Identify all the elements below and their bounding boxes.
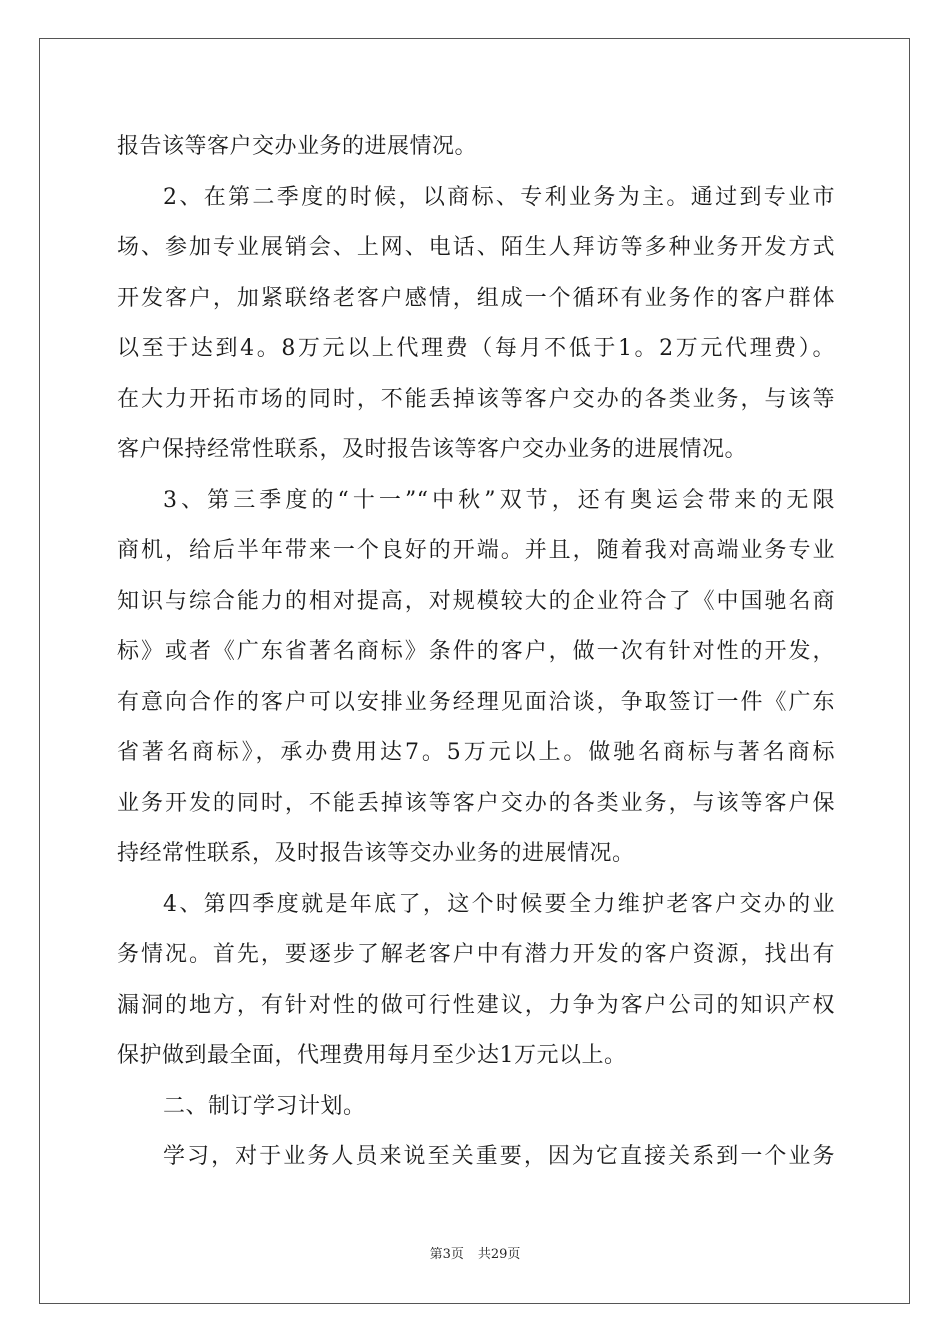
paragraph bbox=[117, 173, 835, 476]
text-line: 务情况。首先，要逐步了解老客户中有潜力开发的客户资源，找出有 bbox=[117, 942, 835, 967]
paragraph bbox=[117, 122, 835, 173]
text-line: 业务开发的同时，不能丢掉该等客户交办的各类业务，与该等客户保 bbox=[117, 790, 835, 816]
page-number: 第3页 bbox=[429, 1247, 464, 1262]
paragraph bbox=[117, 1132, 835, 1183]
text-line: 4、第四季度就是年底了，这个时候要全力维护老客户交办的业 bbox=[163, 891, 835, 917]
text-line: 商机，给后半年带来一个良好的开端。并且，随着我对高端业务专业 bbox=[117, 538, 835, 563]
page-footer bbox=[0, 1243, 950, 1262]
paragraph bbox=[117, 476, 835, 880]
text-line: 2、在第二季度的时候，以商标、专利业务为主。通过到专业市 bbox=[163, 184, 835, 210]
text-line: 在大力开拓市场的同时，不能丢掉该等客户交办的各类业务，与该等 bbox=[117, 386, 835, 412]
text-line: 学习，对于业务人员来说至关重要，因为它直接关系到一个业务 bbox=[163, 1144, 835, 1169]
text-line: 知识与综合能力的相对提高，对规模较大的企业符合了《中国驰名商 bbox=[117, 588, 835, 614]
section-heading bbox=[117, 1082, 835, 1133]
page-total: 共29页 bbox=[477, 1247, 521, 1262]
text-line: 以至于达到4。8万元以上代理费（每月不低于1。2万元代理费）。 bbox=[117, 336, 835, 361]
document-body bbox=[117, 122, 835, 1183]
text-line: 二、制订学习计划。 bbox=[163, 1093, 366, 1119]
text-line: 报告该等客户交办业务的进展情况。 bbox=[117, 134, 478, 159]
text-line: 漏洞的地方，有针对性的做可行性建议，力争为客户公司的知识产权 bbox=[117, 992, 835, 1018]
text-line: 开发客户，加紧联络老客户感情，组成一个循环有业务作的客户群体 bbox=[117, 285, 835, 311]
text-line: 3、第三季度的“十一”“中秋”双节，还有奥运会带来的无限 bbox=[163, 487, 835, 513]
text-line: 有意向合作的客户可以安排业务经理见面洽谈，争取签订一件《广东 bbox=[117, 689, 835, 715]
text-line: 省著名商标》，承办费用达7。5万元以上。做驰名商标与著名商标 bbox=[117, 740, 835, 765]
text-line: 持经常性联系，及时报告该等交办业务的进展情况。 bbox=[117, 841, 635, 866]
paragraph bbox=[117, 880, 835, 1082]
text-line: 保护做到最全面，代理费用每月至少达1万元以上。 bbox=[117, 1043, 627, 1068]
text-line: 标》或者《广东省著名商标》条件的客户，做一次有针对性的开发， bbox=[117, 639, 835, 664]
text-line: 场、参加专业展销会、上网、电话、陌生人拜访等多种业务开发方式 bbox=[117, 235, 835, 260]
text-line: 客户保持经常性联系，及时报告该等客户交办业务的进展情况。 bbox=[117, 437, 748, 462]
